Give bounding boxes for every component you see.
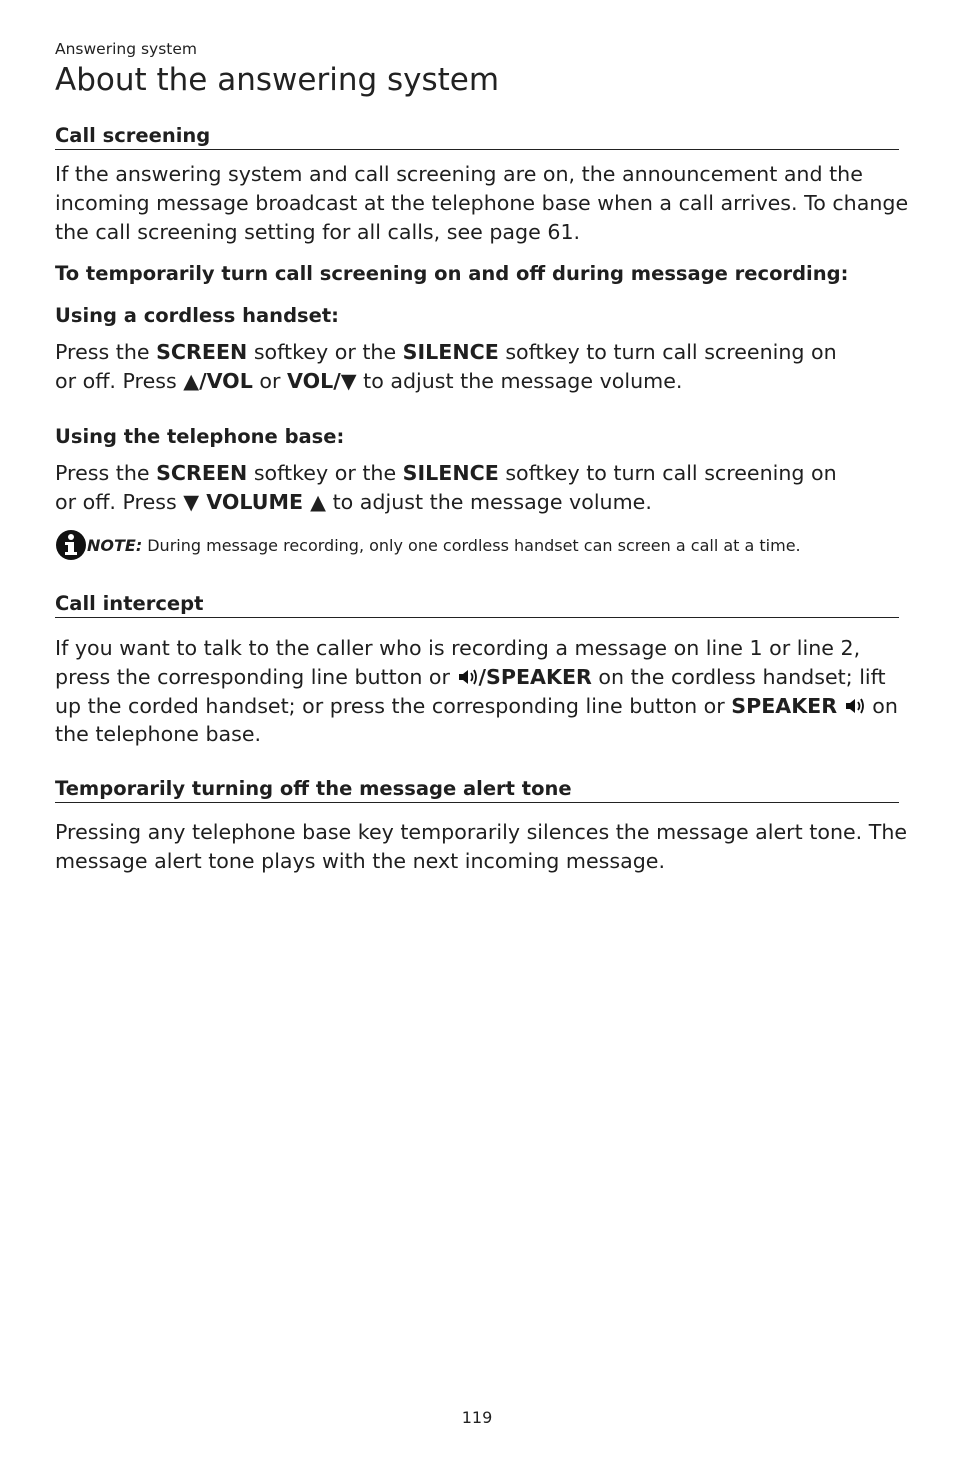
speaker-key-label-base: SPEAKER <box>731 693 838 718</box>
section-heading-alert-tone: Temporarily turning off the message alert tone <box>55 777 899 803</box>
speaker-key-label: /SPEAKER <box>478 664 592 689</box>
speaker-icon <box>457 667 479 687</box>
section-heading-call-screening: Call screening <box>55 124 899 150</box>
call-intercept-text: If you want to talk to the caller who is recording a message on line 1 or line 2, press the corresponding line button or /SPEAKER on the cordless handset; lift up the corded handset; or press the corresponding line button or SPEAKER on the telephone base. <box>55 636 898 747</box>
vol-down-key-label: VOL/▼ <box>287 368 357 393</box>
speaker-icon <box>844 696 866 716</box>
vol-up-key-label: ▲/VOL <box>183 368 253 393</box>
base-heading: Using the telephone base: <box>55 425 345 448</box>
volume-key-label: ▼ VOLUME ▲ <box>183 489 327 514</box>
note <box>55 536 801 561</box>
handset-instructions: Press the SCREEN softkey or the SILENCE softkey to turn call screening on or off. Press ▲/VOL or VOL/▼ to adjust the message volume. <box>55 340 837 393</box>
screen-key-label: SCREEN <box>156 340 248 364</box>
alert-tone-text: Pressing any telephone base key temporarily silences the message alert tone. The message alert tone plays with the next incoming message. <box>55 820 908 873</box>
silence-key-label: SILENCE <box>402 461 499 485</box>
note-label: NOTE: <box>87 536 143 555</box>
note-text: During message recording, only one cordless handset can screen a call at a time. <box>147 536 801 555</box>
screen-key-label: SCREEN <box>156 461 248 485</box>
page-title: About the answering system <box>55 62 500 98</box>
temporary-screening-heading: To temporarily turn call screening on and off during message recording: <box>55 262 849 285</box>
call-screening-intro: If the answering system and call screening are on, the announcement and the incoming message broadcast at the telephone base when a call arrives. To change the call screening setting for all calls, see page 61. <box>55 162 909 244</box>
page-number: 119 <box>461 1408 493 1427</box>
silence-key-label: SILENCE <box>402 340 499 364</box>
info-icon <box>55 529 87 561</box>
handset-heading: Using a cordless handset: <box>55 304 339 327</box>
breadcrumb: Answering system <box>55 40 198 58</box>
section-heading-call-intercept: Call intercept <box>55 592 899 618</box>
base-instructions: Press the SCREEN softkey or the SILENCE softkey to turn call screening on or off. Press ▼ VOLUME ▲ to adjust the message volume. <box>55 461 837 514</box>
